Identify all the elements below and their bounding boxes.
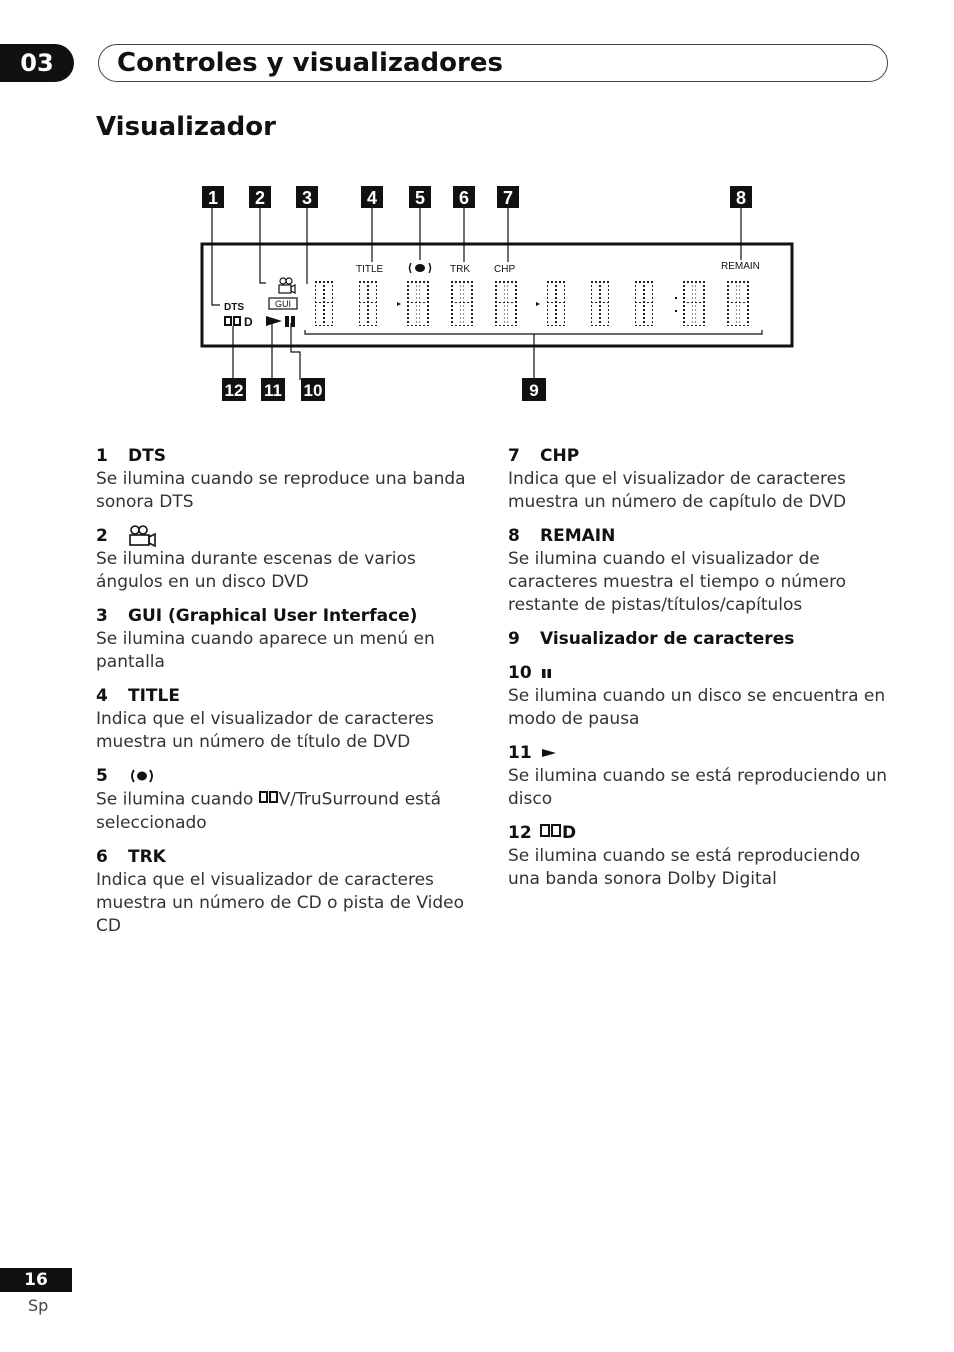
section-title: Visualizador <box>96 112 276 142</box>
display-diagram <box>190 180 810 414</box>
callout-5 <box>409 186 431 208</box>
description-column-left <box>96 444 476 948</box>
chapter-header-bar <box>98 44 888 82</box>
page-number: 16 <box>0 1268 72 1292</box>
item-10: 10 Se ilumina cuando un disco se encuentra en modo de pausa <box>508 663 886 729</box>
item-1: 1 DTS Se ilumina cuando se reproduce una banda sonora DTS <box>96 446 466 512</box>
svg-text:3: 3 <box>301 188 313 208</box>
svg-text:12: 12 <box>224 381 244 400</box>
label-gui: GUI <box>274 299 292 309</box>
label-dts: DTS <box>224 302 244 313</box>
callout-1 <box>202 186 224 208</box>
dolby-icon <box>540 821 562 845</box>
callout-7 <box>497 186 519 208</box>
label-title: TITLE <box>356 264 384 275</box>
callout-9 <box>522 378 546 401</box>
callout-2 <box>249 186 271 208</box>
svg-text:2: 2 <box>254 188 266 208</box>
callout-8 <box>730 186 752 208</box>
trusurround-icon <box>128 768 156 784</box>
svg-text:5: 5 <box>414 188 426 208</box>
callout-12 <box>222 378 246 401</box>
item-9: 9 Visualizador de caracteres <box>508 629 795 649</box>
label-remain: REMAIN <box>721 261 760 272</box>
item-3: 3 GUI (Graphical User Interface) Se ilumina cuando aparece un menú en pantalla <box>96 606 435 672</box>
svg-text:8: 8 <box>735 188 747 208</box>
callout-10 <box>301 378 325 401</box>
svg-text:4: 4 <box>366 188 378 208</box>
svg-text:11: 11 <box>264 381 282 400</box>
callout-11 <box>261 378 285 401</box>
item-4: 4 TITLE Indica que el visualizador de caracteres muestra un número de título de DVD <box>96 686 434 752</box>
item-7: 7 CHP Indica que el visualizador de caracteres muestra un número de capítulo de DVD <box>508 446 847 512</box>
callout-6 <box>453 186 475 208</box>
item-5: 5 Se ilumina cuando V/TruSurround está seleccionado <box>96 766 442 833</box>
label-chp: CHP <box>494 264 516 275</box>
svg-text:10: 10 <box>303 381 323 400</box>
item-12: 12 D Se ilumina cuando se está reproduciendo una banda sonora Dolby Digital <box>508 823 861 889</box>
callout-4 <box>361 186 383 208</box>
svg-text:9: 9 <box>529 381 539 400</box>
camera-angle-icon <box>128 525 158 547</box>
language-code: Sp <box>28 1296 49 1315</box>
item-8: 8 REMAIN Se ilumina cuando el visualizador de caracteres muestra el tiempo o número restante de pistas/títulos/capítulos <box>508 526 847 615</box>
svg-text:6: 6 <box>458 188 470 208</box>
play-icon <box>540 746 558 760</box>
callout-3 <box>296 186 318 208</box>
svg-text:1: 1 <box>207 188 219 208</box>
item-11: 11 Se ilumina cuando se está reproduciendo un disco <box>508 743 888 809</box>
chapter-number-badge: 03 <box>0 44 74 82</box>
item-2: 2 Se ilumina durante escenas de varios ángulos en un disco DVD <box>96 526 416 592</box>
dolby-icon <box>259 788 279 811</box>
description-column-right <box>508 444 888 901</box>
item-6: 6 TRK Indica que el visualizador de caracteres muestra un número de CD o pista de Video CD <box>96 846 465 936</box>
chapter-title: Controles y visualizadores <box>117 48 503 78</box>
pause-icon <box>540 666 554 680</box>
svg-text:7: 7 <box>502 188 514 208</box>
label-trk: TRK <box>450 264 470 275</box>
svg-text:D: D <box>244 315 253 329</box>
